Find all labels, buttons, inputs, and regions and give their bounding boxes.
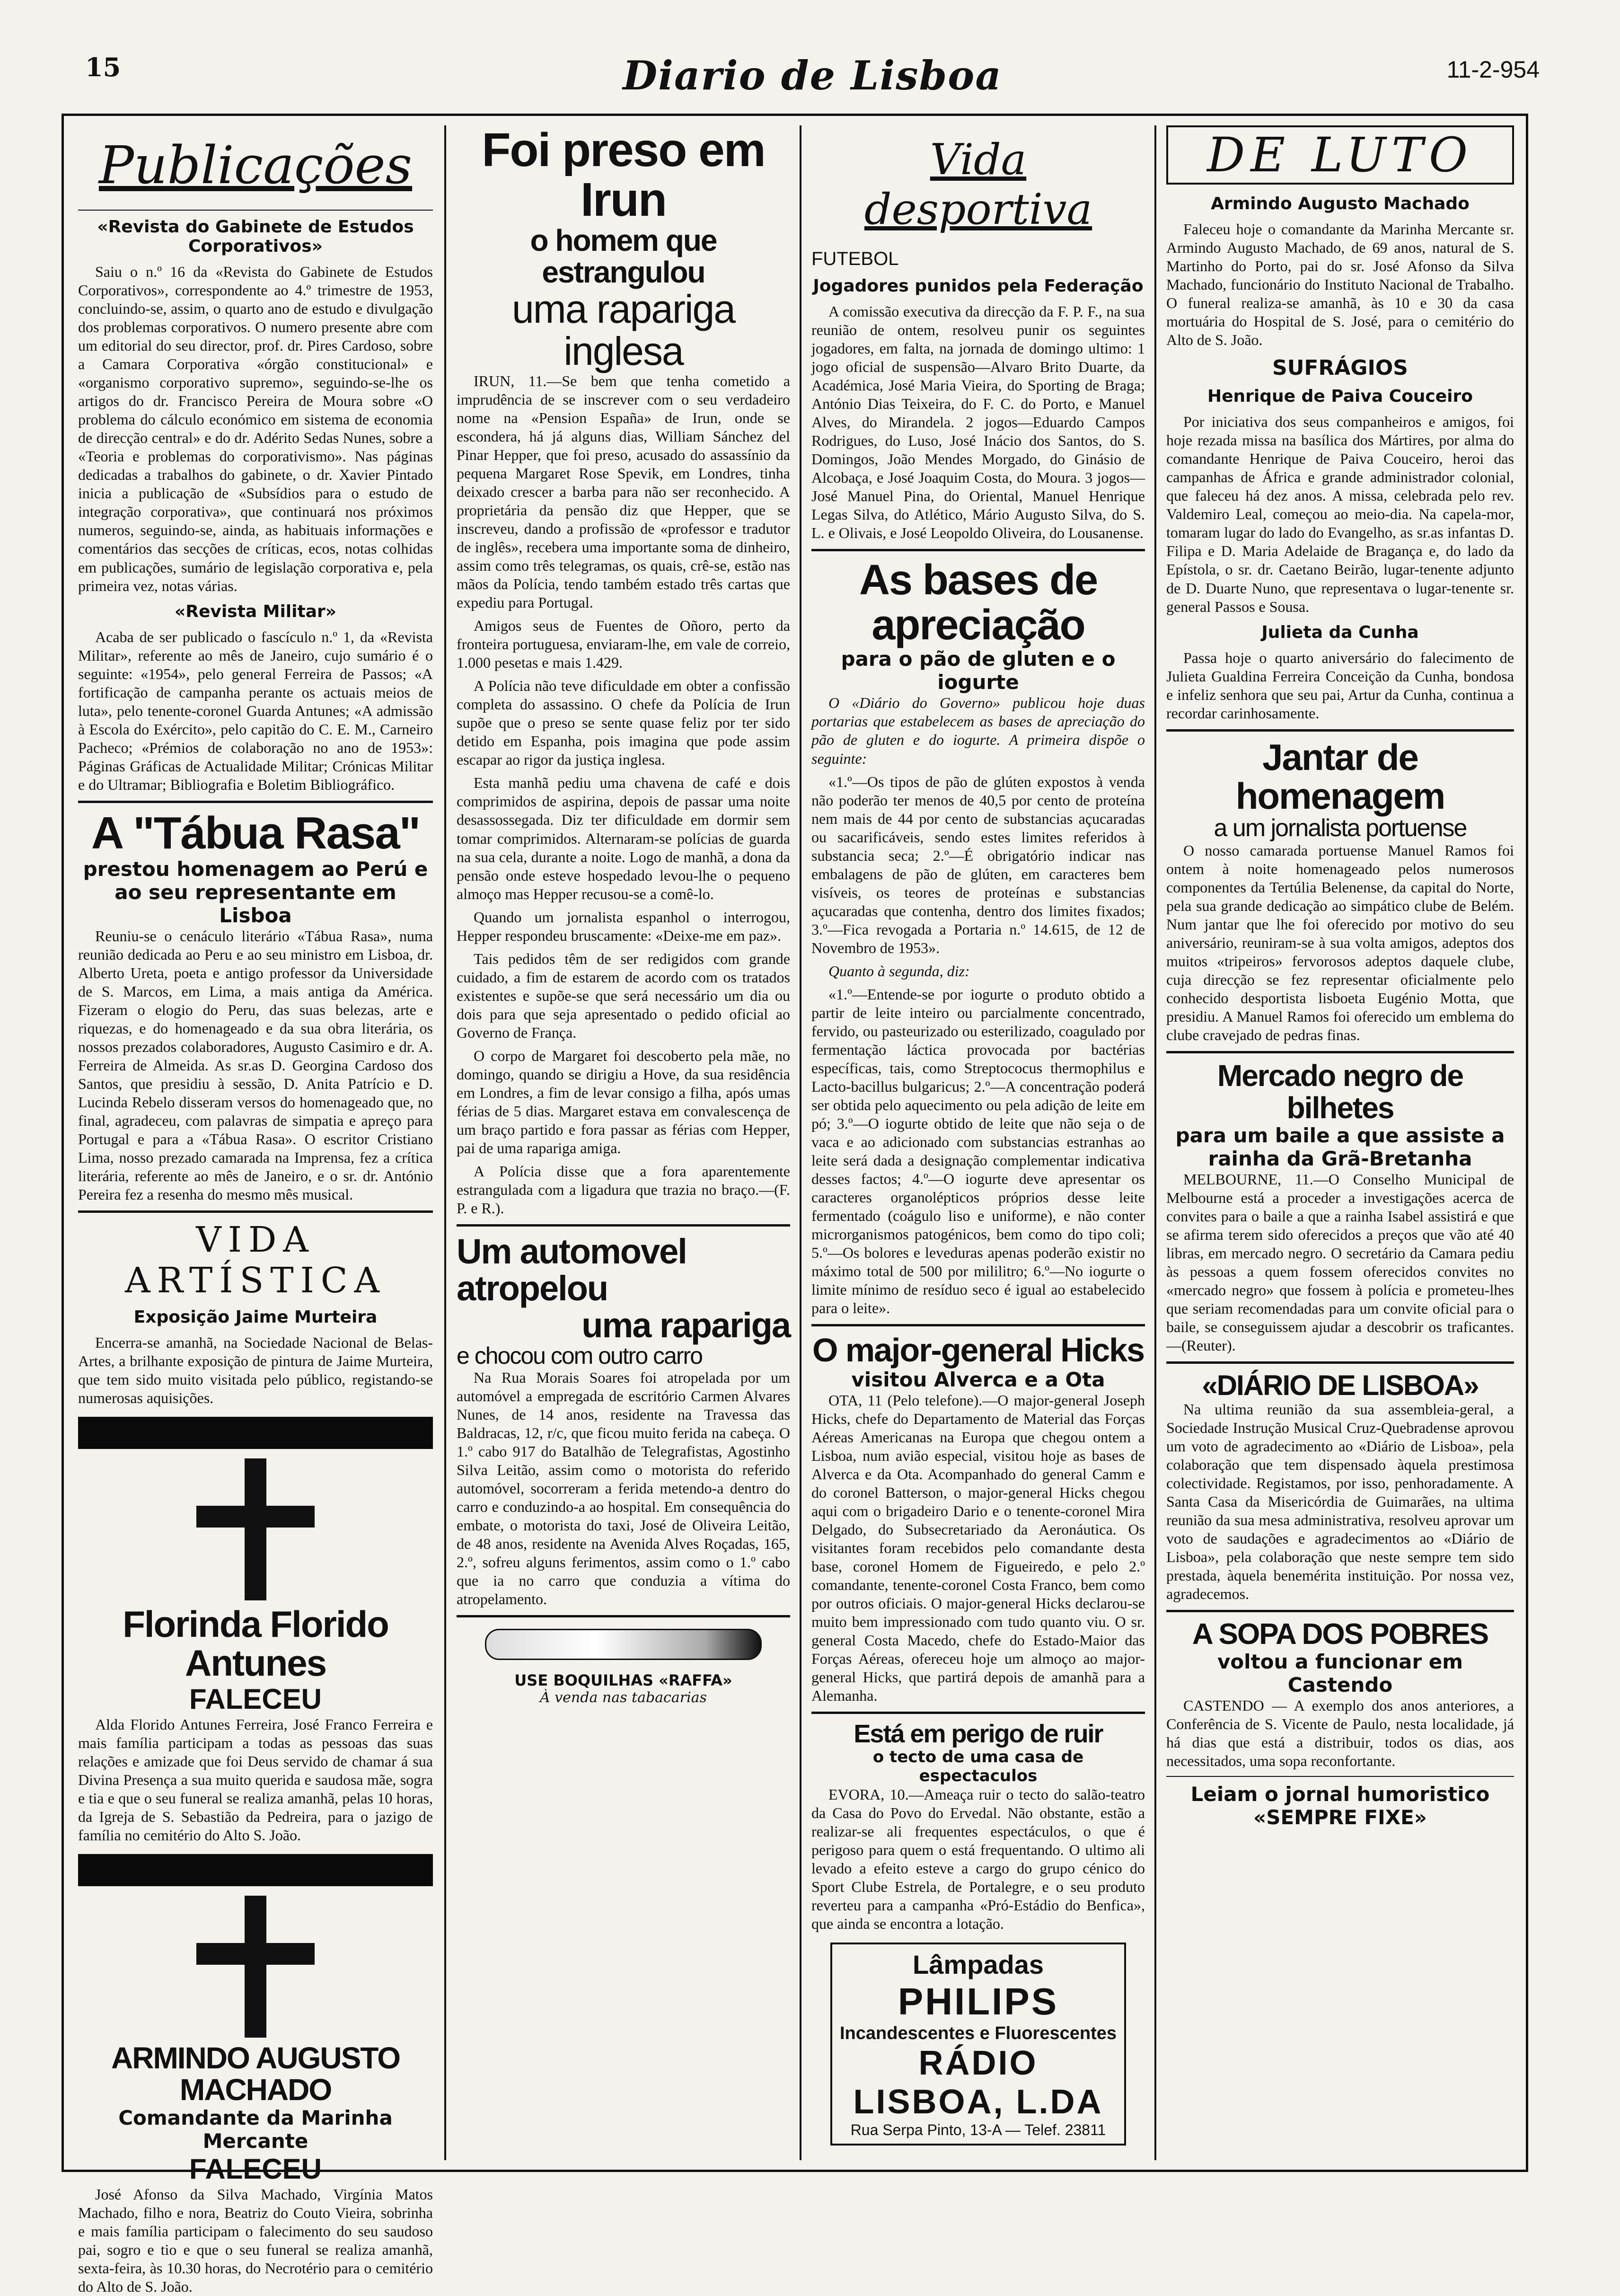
ad-philips — [830, 1943, 1126, 2146]
issue-date: 11-2-954 — [1446, 56, 1540, 83]
column-desportiva — [811, 116, 1145, 2170]
mourning-bar — [78, 1417, 433, 1449]
article-text: «1.º—Entende-se por iogurte o produto obtido a partir de leite inteiro ou parcialmente concentrado, fervido, ou pasteurizado ou esterilizado, coagulado por fermentação láctica provocada por bactérias específicas, tais, como Streptococus thermophilus e Lacto-bacillus bulgaricus; 2.º—A concentração poderá ser obtida pelo aquecimento ou pela adição de leite em pó; 3.º—O iogurte obtido de leite que não seja o de vaca e ao adicionado com substancias estranhas ao leite será dada a designação complementar indicativa desses factos; 4.º—O iogurte deve apresentar os caracteres organolépticos próprios desse leite fermentado (coágulo liso e uniforme), e não conter microrganismos patogénicos, bem como do tipo coli; 5.º—Os bolores e leveduras apenas poderão existir no máximo total de 500 por mililitro; 6.º—No iogurte o limite mínimo de resíduo seco é igual ao estabelecido para o leite». — [811, 985, 1145, 1317]
section-title-sufragios: SUFRÁGIOS — [1272, 356, 1408, 380]
obituary-name: ARMINDO AUGUSTO MACHADO — [111, 2041, 400, 2107]
article-text: Esta manhã pediu uma chavena de café e dois comprimidos de aspirina, depois de passar uma noite desassossegada. Diz ter dificuldade em dormir sem tomar comprimidos. Alternaram-se polícias de guarda na sua cela, durante a noite. Logo de manhã, a dona da pensão onde esteve hospedado levou-lhe o pequeno almoço mas Hepper recusou-se a comê-lo. — [457, 774, 790, 902]
divider — [78, 1210, 433, 1213]
cross-icon — [78, 1458, 433, 1600]
column-luto — [1166, 116, 1514, 2170]
ad-brand: PHILIPS — [898, 1980, 1059, 2023]
headline-mercado: Mercado negro de bilhetes — [1217, 1059, 1463, 1125]
headline-jantar: Jantar de homenagem — [1235, 736, 1445, 817]
article-text: O nosso camarada portuense Manuel Ramos foi ontem à noite homenageado pelos numerosos componentes da Tertúlia Belenense, da capital do Norte, pela sua grande dedicação ao simpático clube de Belém. Num jantar que lhe foi oferecido por motivo do seu aniversário, reuniram-se à sua volta amigos, adeptos dos muitos «tripeiros» fervorosos adeptos daquele clube, cuja direcção se fez representar oficialmente pelo conhecido desportista lisboeta Eugénio Motta, que presidiu. A Manuel Ramos foi oferecido um emblema do clube cravejado de pedras finas. — [1166, 842, 1514, 1044]
article-text: IRUN, 11.—Se bem que tenha cometido a imprudência de se inscrever com o seu verdadeiro nome na «Pension España» de Irun, onde se escondera, há já alguns dias, William Sánchez del Pinar Hepper, que foi preso, acusado do assassínio da pequena Margaret Rose Spevik, em Londres, tinha deixado crescer a barba para não ser reconhecido. A proprietária da pensão diz que Hepper, que se inscreveu, dando a profissão de «professor e tradutor de inglês», recebera uma importante soma de dinheiro, assim como três telegramas, os quais, crê-se, estão nas mãos da Polícia, tendo também estado três cartas que expediu para Portugal. — [457, 372, 790, 611]
mourning-bar — [78, 1854, 433, 1886]
article-text: OTA, 11 (Pelo telefone).—O major-general Joseph Hicks, chefe do Departamento de Material das Forças Aéreas Americanas na Europa que chegou ontem a Lisboa, num avião especial, visitou hoje as bases de Alverca e da Ota. Acompanhado do general Camm e do coronel Batterson, o major-general Hicks chegou aqui com o brigadeiro Dario e o tenente-coronel Mira Delgado, do Subsecretariado da Aeronáutica. Os visitantes foram recebidos pelo comandante desta base, coronel Homem de Figueiredo, e pelo 2.º comandante, tenente-coronel Costa Franco, bem como por outros oficiais. O major-general Hicks declarou-se muito bem impressionado com tudo quanto viu. O sr. general Costa Macedo, chefe do Estado-Maior das Forças Aéreas, ofereceu hoje um almoço ao major-general Hicks, que partirá depois de amanhã para a Alemanha. — [811, 1391, 1145, 1704]
divider — [811, 549, 1145, 551]
promo-line2: «SEMPRE FIXE» — [1253, 1805, 1427, 1829]
headline-sopa: A SOPA DOS POBRES — [1192, 1618, 1488, 1651]
item-title: Armindo Augusto Machado — [1211, 194, 1470, 213]
ad-raffa-line2: À venda nas tabacarias — [540, 1689, 707, 1706]
article-text: Na ultima reunião da sua assembleia-geral, a Sociedade Instrução Musical Cruz-Quebradense aprovou um voto de agradecimento ao «Diário de Lisboa», pela colaboração que tem dispensado àquela prestimosa colectividade. Registamos, por isso, penhoradamente. A Santa Casa da Misericórdia de Guimarães, na ultima reunião da sua mesa administrativa, resolveu aprovar um voto de saudações e agradecimentos ao «Diário de Lisboa», pela colaboração que neste sempre tem sido prestada, àquela benemérita instituição. Por nossa vez, agradecemos. — [1166, 1401, 1514, 1603]
promo-line1: Leiam o jornal humoristico — [1190, 1782, 1490, 1806]
divider — [457, 1615, 790, 1617]
headline-automovel: Um automovel atropelou — [457, 1232, 687, 1308]
section-title-de-luto: DE LUTO — [1166, 125, 1514, 185]
subheadline: para o pão de gluten e o iogurte — [841, 647, 1116, 694]
ad-raffa-line1: USE BOQUILHAS «RAFFA» — [514, 1671, 732, 1690]
article-text: CASTENDO — A exemplo dos anos anteriores, a Conferência de S. Vicente de Paulo, nesta localidade, já há dias que está a distribuir, todos os dias, aos necessitados, uma sopa reconfortante. — [1166, 1696, 1514, 1769]
cigarette-holder-illustration — [485, 1629, 762, 1660]
masthead — [85, 52, 1540, 99]
ad-subtitle: Incandescentes e Fluorescentes — [839, 2023, 1117, 2044]
ad-company: RÁDIO LISBOA, L.DA — [853, 2044, 1103, 2121]
ad-address: Rua Serpa Pinto, 13-A — Telef. 23811 — [850, 2121, 1106, 2139]
page-number: 15 — [85, 52, 121, 82]
divider — [1166, 1776, 1514, 1777]
section-title-vida-artistica: VIDA ARTÍSTICA — [125, 1219, 386, 1301]
headline-irun-line3: uma rapariga inglesa — [512, 287, 735, 373]
item-title: Jogadores punidos pela Federação — [813, 276, 1144, 296]
column-news — [457, 116, 790, 2170]
divider — [78, 210, 433, 211]
article-text: A Polícia disse que a fora aparentemente estrangulada com a ligadura que trazia no braço.—(F. P. e R.). — [457, 1163, 790, 1217]
column-rule — [1154, 125, 1156, 2160]
divider — [1166, 729, 1514, 732]
divider — [1166, 1051, 1514, 1053]
subheadline: visitou Alverca e a Ota — [851, 1368, 1105, 1391]
article-text: A Polícia não teve dificuldade em obter a confissão completa do assassino. O chefe da Polícia de Irun supõe que o preso se sente quase feliz por ter sido detido em Espanha, pois imagina que pode assim escapar ao rigor da justiça inglesa. — [457, 677, 790, 768]
article-text: Amigos seus de Fuentes de Oñoro, perto da fronteira portuguesa, enviaram-lhe, em vale de correio, 1.000 pesetas e mais 1.429. — [457, 617, 790, 671]
subheadline: a um jornalista portuense — [1214, 814, 1467, 842]
article-text: Na Rua Morais Soares foi atropelada por um automóvel a empregada de escritório Carmen Alvares Nunes, de 14 anos, residente na Travessa das Baldracas, 12, r/c, que ficou muito ferida na cabeça. O 1.º cabo 917 do Batalhão de Telegrafistas, Agostinho Silva Leitão, assim como o motorista do referido automóvel, socorreram a ferida metendo-a dentro do carro e conduzindo-a ao hospital. Em consequência do embate, o motorista do taxi, José de Oliveira Leitão, de 48 anos, residente na Avenida Alves Roçadas, 165, 2.º, sofreu alguns ferimentos, assim como o 1.º cabo que ia no carro que conduzia a vítima do atropelamento. — [457, 1369, 790, 1608]
item-title: Julieta da Cunha — [1261, 622, 1419, 642]
headline-tabua-rasa: A "Tábua Rasa" — [91, 807, 420, 858]
article-text: Passa hoje o quarto aniversário do falecimento de Julieta Gualdina Ferreira Conceição da Cunha, bondosa e infeliz senhora que seu pai, Artur da Cunha, continua a recordar carinhosamente. — [1166, 649, 1514, 722]
column-rule — [800, 125, 801, 2160]
headline-automovel-line2: uma rapariga — [581, 1305, 790, 1345]
divider — [78, 801, 433, 803]
obituary-faleceu: FALECEU — [189, 2153, 322, 2185]
item-title: Henrique de Paiva Couceiro — [1207, 387, 1473, 406]
ad-lampadas: Lâmpadas — [913, 1950, 1044, 1980]
item-title: Exposição Jaime Murteira — [133, 1307, 378, 1327]
obituary-faleceu: FALECEU — [189, 1683, 322, 1715]
futebol-label: FUTEBOL — [811, 248, 899, 269]
article-text: EVORA, 10.—Ameaça ruir o tecto do salão-teatro da Casa do Povo do Ervedal. Não obstante, estão a realizar-se ali frequentes espectáculos, o que é perigoso para quem o está frequentando. O ultimo ali levado a efeito esteve a cargo do grupo cénico do Sport Clube Estrela, de Portalegre, e o seu produto reverteu para a campanha «Pró-Estádio do Benfica», que ainda se encontra a lotação. — [811, 1786, 1145, 1933]
section-title-vida-desportiva: Vida desportiva — [864, 135, 1092, 234]
article-text: Encerra-se amanhã, na Sociedade Nacional de Belas-Artes, a brilhante exposição de pintura de Jaime Murteira, que tem sido muito visitada pelo público, registando-se numerosas aquisições. — [78, 1334, 433, 1407]
subheadline: e chocou com outro carro — [457, 1342, 702, 1369]
article-text: Tais pedidos têm de ser redigidos com grande cuidado, a fim de estarem de acordo com os tratados existentes e supõe-se que será necessário um dia ou dois para que seja apresentado o pedido oficial ao Governo de França. — [457, 950, 790, 1041]
divider — [1166, 1361, 1514, 1364]
column-rule — [444, 125, 446, 2160]
subheadline: o tecto de uma casa de espectaculos — [872, 1748, 1084, 1786]
subheadline: para um baile a que assiste a rainha da Grã-Bretanha — [1175, 1123, 1505, 1170]
headline-diario-lisboa: «DIÁRIO DE LISBOA» — [1202, 1369, 1479, 1402]
divider — [457, 1224, 790, 1227]
column-publicacoes — [78, 116, 433, 2295]
headline-perigo: Está em perigo de ruir — [854, 1720, 1103, 1748]
page-frame — [62, 114, 1528, 2295]
obituary-name: Florinda Florido Antunes — [123, 1603, 388, 1684]
section-title-publicacoes: Publicações — [98, 135, 413, 195]
divider — [811, 1712, 1145, 1714]
article-text: Faleceu hoje o comandante da Marinha Mercante sr. Armindo Augusto Machado, de 69 anos, natural de S. Martinho do Porto, pai do sr. José Afonso da Silva Machado, funcionário do Instituto Nacional de Trabalho. O funeral realiza-se amanhã, às 10 e 30 da casa mortuária do Hospital de S. José, para o cemitério do Alto de S. João. — [1166, 221, 1514, 349]
obituary-role: Comandante da Marinha Mercante — [118, 2106, 393, 2153]
headline-irun-line2: o homem que estrangulou — [530, 223, 717, 290]
obituary-text: Alda Florido Antunes Ferreira, José Franco Ferreira e mais família participam a todas as pessoas das suas relações e amizade que foi Deus servido de chamar á sua Divina Presença a sua muito querida e saudosa mãe, sogra e tia e que o seu funeral se realiza amanhã, pelas 10 horas, da Igreja de S. Sebastião da Pedreira, para o jazigo de família no cemitério do Alto S. João. — [78, 1716, 433, 1844]
article-text: A comissão executiva da direcção da F. P. F., na sua reunião de ontem, resolveu punir os seguintes jogadores, em falta, na jornada de domingo ultimo: 1 jogo oficial de suspensão—Alvaro Brito Duarte, da Académica, José Maria Vieira, do Sporting de Braga; António Dias Teixeira, do F. C. do Porto, e Manuel Alves, do Mirandela. 2 jogos—Eduardo Campos Rodrigues, do Luso, José Inácio dos Santos, do S. Domingos, João Mendes Morgado, do Ginásio de Alcobaça, e José Joaquim Costa, do Moura. 3 jogos—José Manuel Pina, do Oriental, Manuel Henrique Legas Silva, do Atlético, Mário Augusto Silva, do S. L. e Olivais, e José Leopoldo Oliveira, do Lousanense. — [811, 303, 1145, 542]
article-intro: O «Diário do Governo» publicou hoje duas portarias que estabelecem as bases de apreciação do pão de gluten e do iogurte. A primeira dispõe o seguinte: — [811, 694, 1145, 767]
article-text: Quanto à segunda, diz: — [828, 962, 970, 980]
headline-hicks: O major-general Hicks — [812, 1332, 1145, 1369]
article-text: MELBOURNE, 11.—O Conselho Municipal de Melbourne está a proceder a investigações acerca de convites para o baile a que a rainha Isabel assistirá e que se afirma terem sido oferecidos a preços que vão até 40 libras, em mercado negro. O secretário da Camara pediu às pessoas a quem fossem oferecidos convites no «mercado negro» que fossem à polícia e prometeu-lhes que seriam recomendadas para um convite oficial para o baile, se conseguissem ajudar a descobrir os traficantes.—(Reuter). — [1166, 1170, 1514, 1354]
subheadline: voltou a funcionar em Castendo — [1217, 1650, 1463, 1696]
divider — [811, 1324, 1145, 1326]
headline-bases: As bases de apreciação — [859, 556, 1098, 649]
article-text: O corpo de Margaret foi descoberto pela mãe, no domingo, quando se dirigiu a Hove, da sua residência em Londres, a fim de levar consigo a filha, após umas férias de 5 dias. Margaret estava em convalescença de um braço partido e fora passar as férias com Hepper, pai de uma rapariga amiga. — [457, 1047, 790, 1157]
article-text: Reuniu-se o cenáculo literário «Tábua Rasa», numa reunião dedicada ao Peru e ao seu ministro em Lisboa, dr. Alberto Ureta, poeta e antigo professor da Universidade de S. Marcos, em Lima, a mais antiga da América. Fizeram o elogio do Peru, das suas belezas, arte e riquezas, e do homenageado e da sua obra literária, os nossos prezados colaboradores, Augusto Casimiro e dr. A. Ferreira de Almeida. As sr.as D. Georgina Cardoso dos Santos, que presidiu à sessão, D. Anita Patrício e D. Lucinda Rebelo disseram versos do homenageado que, no final, agradeceu, com palavras de simpatia e apreço para Portugal e para a «Tábua Rasa». O escritor Cristiano Lima, nosso prezado camarada na Imprensa, fez a crítica literária, referente ao mês de Janeiro, e o sr. dr. António Pereira fez a resenha do mesmo mês musical. — [78, 927, 433, 1203]
divider — [1166, 1610, 1514, 1612]
newspaper-title: Diario de Lisboa — [623, 52, 1002, 99]
cross-icon — [78, 1896, 433, 2038]
obituary-text: José Afonso da Silva Machado, Virgínia Matos Machado, filho e nora, Beatriz do Couto Vieira, sobrinha e mais família participam o falecimento do seu saudoso pai, sogro e tio e que o seu funeral se realiza amanhã, sexta-feira, às 10.30 horas, do Necrotério para o cemitério do Alto de S. João. — [78, 2185, 433, 2295]
headline-irun: Foi preso em Irun — [482, 124, 765, 226]
article-text: Por iniciativa dos seus companheiros e amigos, foi hoje rezada missa na basílica dos Mártires, por alma do comandante Henrique de Paiva Couceiro, heroi das campanhas de África e grande administrador colonial, que faleceu há dez anos. A missa, celebrada pelo rev. Valdemiro Leal, começou ao meio-dia. Na capela-mor, tomaram lugar do lado do Evangelho, as sr.as infantas D. Filipa e D. Maria Adelaide de Bragança e, do lado da Epístola, o sr. dr. Caetano Beirão, lugar-tenente adjunto de D. Duarte Nuno, que representava o lugar-tenente sr. general Passos e Sousa. — [1166, 413, 1514, 615]
article-text: Acaba de ser publicado o fascículo n.º 1, da «Revista Militar», referente ao mês de Janeiro, cujo sumário é o seguinte: «1954», pelo general Ferreira de Passos; «A fortificação de campanha perante os actuais meios de luta», pelo tenente-coronel Guarda Antunes; «A admissão à Escola do Exército», pelo capitão do C. E. M., Carneiro Pacheco; «Prémios de colaboração no ano de 1953»: Páginas Gráficas de Actualidade Militar; Crónicas Militar e do Ultramar; Bibliografia e Boletim Bibliográfico. — [78, 628, 433, 793]
item-title: «Revista do Gabinete de Estudos Corporativos» — [97, 217, 414, 256]
item-title: «Revista Militar» — [174, 601, 337, 621]
article-text: Quando um jornalista espanhol o interrogou, Hepper respondeu bruscamente: «Deixe-me em paz». — [457, 908, 790, 944]
article-text: Saiu o n.º 16 da «Revista do Gabinete de Estudos Corporativos», correspondente ao 4.º trimestre de 1953, concluindo-se, assim, o quarto ano de estudo e divulgação dos problemas corporativos. O numero presente abre com um editorial do seu director, prof. dr. Pires Cardoso, sobre a Camara Corporativa «órgão constitucional» e «organismo corporativo supremo», seguindo-se-lhe os artigos do dr. Francisco Pereira de Moura sobre «O problema do cálculo económico em sistema de economia de direcção central» e do dr. Adérito Sedas Nunes, sobre a «Teoria e problemas do corporativismo». Nas páginas dedicadas a trabalhos do gabinete, o dr. Xavier Pintado inicia a publicação de «Subsídios para o estudo de integração corporativa», que continuará nos próximos numeros, seguindo-se, ainda, as habituais informações e comentários das secções de críticas, ecos, notas colhidas em publicações, sumário de legislação corporativa e, pela primeira vez, notas várias. — [78, 263, 433, 594]
article-text: «1.º—Os tipos de pão de glúten expostos à venda não poderão ter menos de 40,5 por cento de proteína nem mais de 44 por cento de substancias açucaradas ou sacarificáveis, sendo estes limites referidos à substancia seca; 2.º—É obrigatório indicar nas embalagens de pão de glúten, em caracteres bem visíveis, os teores de proteínas e substancias açucaradas que contenha, dentro dos limites fixados; 3.º—Fica revogada a Portaria n.º 14.615, de 12 de Novembro de 1953». — [811, 773, 1145, 956]
subheadline: prestou homenagem ao Perú e ao seu representante em Lisboa — [83, 857, 428, 927]
